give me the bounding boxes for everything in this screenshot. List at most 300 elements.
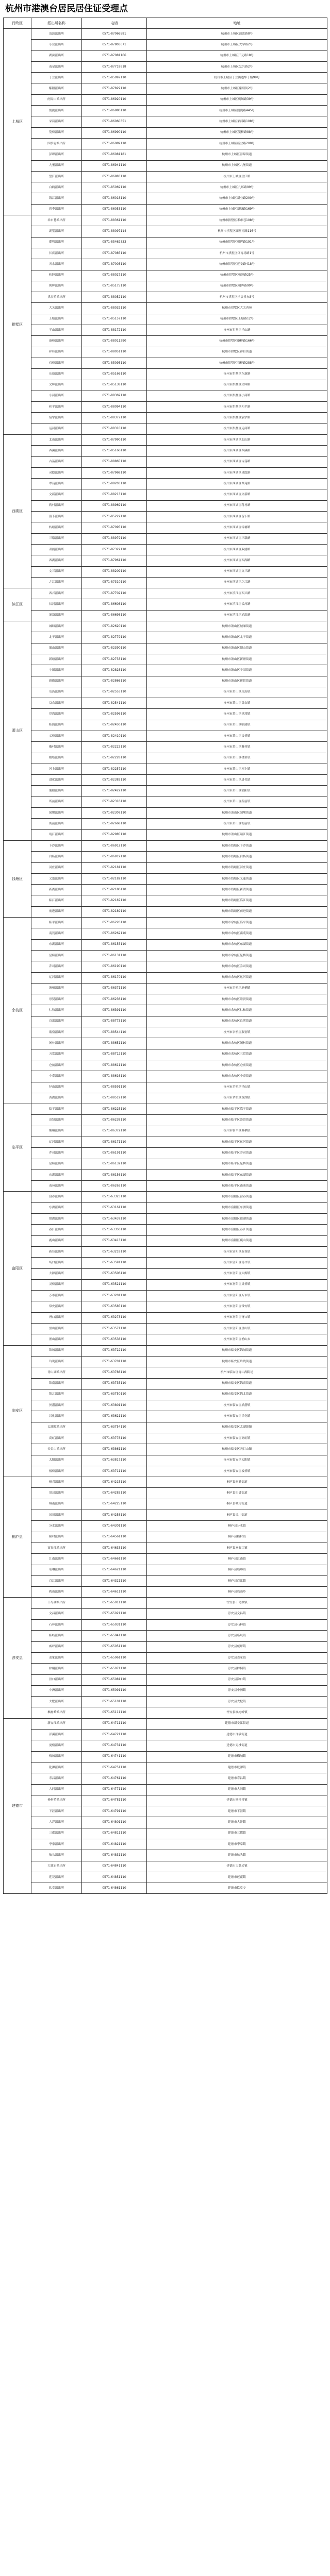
station-cell: 义蓬派出所: [31, 873, 82, 884]
table-row: [4, 1422, 327, 1433]
phone-cell: 0571-88094110: [82, 402, 147, 413]
station-cell: 下沙派出所: [31, 840, 82, 851]
table-row: [4, 1598, 327, 1608]
table-row: [4, 1258, 327, 1268]
district-cell: 余杭区: [4, 918, 31, 1104]
station-cell: 白鹤派出所: [31, 182, 82, 193]
address-cell: 杭州市钱塘区义蓬街道: [147, 873, 327, 884]
address-cell: 杭州市余杭区塘栖镇: [147, 983, 327, 994]
address-cell: 杭州市富阳区大源镇: [147, 1268, 327, 1279]
phone-cell: 0571-88052110: [82, 292, 147, 303]
phone-cell: 0571-63323110: [82, 1192, 147, 1202]
phone-cell: 0571-86980110: [82, 106, 147, 116]
phone-cell: 0571-65061110: [82, 1652, 147, 1663]
phone-cell: 0571-82422110: [82, 786, 147, 796]
station-cell: 灵隐派出所: [31, 467, 82, 478]
phone-cell: 0571-82257110: [82, 764, 147, 774]
station-cell: 长庆派出所: [31, 248, 82, 259]
phone-cell: 0571-86018110: [82, 193, 147, 204]
phone-cell: 0571-65101110: [82, 1697, 147, 1707]
station-cell: 莲花派出所: [31, 1872, 82, 1883]
station-cell: 星桥派出所: [31, 1159, 82, 1170]
phone-cell: 0571-64561110: [82, 1532, 147, 1543]
station-cell: 石林派出所: [31, 1620, 82, 1631]
table-row: [4, 1170, 327, 1180]
phone-cell: 0571-64791110: [82, 1806, 147, 1817]
address-cell: 杭州市余杭区临平街道: [147, 918, 327, 928]
phone-cell: 0571-65111110: [82, 1707, 147, 1718]
phone-cell: 0571-64851110: [82, 1872, 147, 1883]
address-cell: 杭州市临平区乔司街道: [147, 1148, 327, 1159]
address-cell: 桐庐县富春江镇: [147, 1543, 327, 1553]
station-cell: 西兴派出所: [31, 588, 82, 599]
phone-cell: 0571-64821110: [82, 1839, 147, 1850]
address-cell: 杭州市富阳区新登镇: [147, 1246, 327, 1257]
station-cell: 径山派出所: [31, 1082, 82, 1093]
table-row: [4, 885, 327, 895]
phone-cell: 0571-87718818: [82, 61, 147, 72]
table-row: [4, 1839, 327, 1850]
phone-cell: 0571-82620110: [82, 621, 147, 632]
address-cell: 杭州市拱墅区文晖路: [147, 380, 327, 391]
phone-cell: 0571-86081181: [82, 149, 147, 160]
station-cell: 新登派出所: [31, 1246, 82, 1257]
phone-cell: 0571-88209110: [82, 566, 147, 577]
address-cell: 杭州市余杭区瓶窑镇: [147, 1027, 327, 1038]
station-cell: 石桥派出所: [31, 358, 82, 368]
phone-cell: 0571-86372110: [82, 1126, 147, 1137]
address-cell: 杭州市萧山区城厢街道: [147, 621, 327, 632]
district-cell: 建德市: [4, 1718, 31, 1894]
address-cell: 杭州市富阳区万市镇: [147, 1291, 327, 1301]
address-cell: 杭州市西湖区之江路: [147, 577, 327, 588]
phone-cell: 0571-87961110: [82, 555, 147, 566]
station-cell: 莪山派出所: [31, 1587, 82, 1598]
table-row: [4, 1620, 327, 1631]
address-cell: 杭州市西湖区古荡路: [147, 456, 327, 467]
station-cell: 三都派出所: [31, 1828, 82, 1839]
table-row: [4, 116, 327, 127]
station-cell: 中洲派出所: [31, 1685, 82, 1696]
address-cell: 杭州市上城区笕桥路88号: [147, 127, 327, 138]
address-cell: 杭州市临安区於潜镇: [147, 1400, 327, 1411]
table-row: [4, 369, 327, 380]
phone-cell: 0571-65081110: [82, 1674, 147, 1685]
phone-cell: 0571-87085110: [82, 248, 147, 259]
phone-cell: 0571-64831110: [82, 1850, 147, 1861]
table-row: [4, 391, 327, 401]
address-cell: 杭州市萧山区义桥镇: [147, 731, 327, 742]
header-district: 行政区: [4, 18, 31, 29]
address-cell: 杭州市临安区青山湖街道: [147, 1367, 327, 1378]
table-row: [4, 61, 327, 72]
station-cell: 上塘派出所: [31, 314, 82, 325]
phone-cell: 0571-86060351: [82, 116, 147, 127]
station-cell: 湖滨派出所: [31, 50, 82, 61]
address-cell: 杭州市临平区南苑街道: [147, 1181, 327, 1192]
table-row: [4, 1301, 327, 1312]
table-row: [4, 127, 327, 138]
address-cell: 建德市大洋镇: [147, 1817, 327, 1828]
address-cell: 杭州市上城区彭埠街道: [147, 149, 327, 160]
table-row: [4, 720, 327, 731]
table-row: [4, 906, 327, 917]
phone-cell: 0571-65011110: [82, 1598, 147, 1608]
table-body: [4, 18, 327, 1894]
station-cell: 潮鸣派出所: [31, 237, 82, 248]
table-row: [4, 1411, 327, 1422]
address-cell: 杭州市余杭区仁和街道: [147, 1005, 327, 1016]
table-row: [4, 1235, 327, 1246]
address-cell: 杭州市富阳区银湖街道: [147, 1214, 327, 1225]
station-cell: 文三派出所: [31, 566, 82, 577]
table-row: [4, 731, 327, 742]
station-cell: 闻堰派出所: [31, 808, 82, 819]
address-cell: 杭州市钱塘区临江街道: [147, 895, 327, 906]
address-cell: 杭州市拱墅区体育场路1号: [147, 248, 327, 259]
phone-cell: 0571-88051110: [82, 347, 147, 358]
station-cell: 长河派出所: [31, 599, 82, 610]
phone-cell: 0571-63861110: [82, 1444, 147, 1455]
station-cell: 蒋村派出所: [31, 500, 82, 511]
address-cell: 杭州市上城区新业路200号: [147, 193, 327, 204]
address-cell: 杭州市余杭区黄湖镇: [147, 1093, 327, 1104]
station-cell: 下涯派出所: [31, 1806, 82, 1817]
table-row: [4, 742, 327, 753]
address-cell: 建德市大同镇: [147, 1784, 327, 1795]
address-cell: 杭州市上城区丁兰街道华丁路99号: [147, 73, 327, 83]
table-row: [4, 1214, 327, 1225]
station-cell: 李家派出所: [31, 1839, 82, 1850]
address-cell: 杭州市临安区锦北街道: [147, 1389, 327, 1400]
table-row: [4, 950, 327, 961]
table-row: [4, 764, 327, 774]
address-cell: 杭州市富阳区鹿山街道: [147, 1235, 327, 1246]
table-row: [4, 1664, 327, 1674]
phone-cell: 0571-64633110: [82, 1543, 147, 1553]
table-row: [4, 1082, 327, 1093]
address-cell: 杭州市萧山区宁围街道: [147, 665, 327, 676]
address-cell: 杭州市余杭区五常街道: [147, 1049, 327, 1060]
station-cell: 汾口派出所: [31, 1674, 82, 1685]
phone-cell: 0571-82186110: [82, 885, 147, 895]
station-cell: 新湾派出所: [31, 885, 82, 895]
phone-cell: 0571-86170110: [82, 972, 147, 983]
phone-cell: 0571-82450110: [82, 720, 147, 731]
station-cell: 蜀山派出所: [31, 643, 82, 654]
station-cell: 航头派出所: [31, 1850, 82, 1861]
table-row: [4, 1192, 327, 1202]
address-cell: 杭州市拱墅区和平路: [147, 402, 327, 413]
phone-cell: 0571-63506110: [82, 1268, 147, 1279]
phone-cell: 0571-87829110: [82, 83, 147, 94]
station-cell: 临岐派出所: [31, 1631, 82, 1641]
address-cell: 杭州市萧山区新塘街道: [147, 654, 327, 665]
table-row: [4, 413, 327, 423]
header-phone: 电话: [82, 18, 147, 29]
table-row: [4, 456, 327, 467]
station-cell: 湖墅派出所: [31, 226, 82, 237]
station-cell: 於潜派出所: [31, 1400, 82, 1411]
station-cell: 临平派出所: [31, 918, 82, 928]
address-cell: 杭州市余杭区运河街道: [147, 972, 327, 983]
address-cell: 杭州市西湖区转塘路: [147, 522, 327, 533]
address-cell: 杭州市富阳区常安镇: [147, 1301, 327, 1312]
address-cell: 杭州市上城区新塘路169号: [147, 204, 327, 215]
station-cell: 古荡派出所: [31, 456, 82, 467]
address-cell: 杭州市萧山区靖江街道: [147, 829, 327, 840]
table-row: [4, 972, 327, 983]
address-cell: 桐庐县凤川街道: [147, 1510, 327, 1521]
address-cell: 杭州市临平区运河街道: [147, 1137, 327, 1147]
phone-cell: 0571-87803671: [82, 40, 147, 50]
phone-cell: 0571-82181110: [82, 862, 147, 873]
table-row: [4, 599, 327, 610]
station-cell: 和睦派出所: [31, 270, 82, 281]
station-cell: 天水派出所: [31, 259, 82, 270]
phone-cell: 0571-85095110: [82, 358, 147, 368]
station-cell: 大源派出所: [31, 1268, 82, 1279]
table-row: [4, 577, 327, 588]
phone-cell: 0571-86371110: [82, 983, 147, 994]
phone-cell: 0571-86220110: [82, 918, 147, 928]
station-cell: 仓前派出所: [31, 1060, 82, 1071]
address-cell: 杭州市钱塘区河庄街道: [147, 862, 327, 873]
table-row: [4, 1674, 327, 1685]
phone-cell: 0571-64661110: [82, 1554, 147, 1565]
station-cell: 米市巷派出所: [31, 215, 82, 226]
station-cell: 黄湖派出所: [31, 1093, 82, 1104]
phone-cell: 0571-63778110: [82, 1433, 147, 1444]
phone-cell: 0571-88773110: [82, 1016, 147, 1027]
phone-cell: 0571-86608110: [82, 599, 147, 610]
table-row: [4, 1631, 327, 1641]
phone-cell: 0571-88616110: [82, 1071, 147, 1082]
station-cell: 分水派出所: [31, 1521, 82, 1532]
phone-cell: 0571-63591110: [82, 1258, 147, 1268]
address-cell: 建德市更楼街道: [147, 1740, 327, 1751]
table-row: [4, 1883, 327, 1894]
table-row: [4, 1828, 327, 1839]
phone-cell: 0571-85462333: [82, 237, 147, 248]
station-cell: 转塘派出所: [31, 522, 82, 533]
phone-cell: 0571-63801110: [82, 1400, 147, 1411]
table-row: [4, 796, 327, 807]
phone-cell: 0571-82733110: [82, 654, 147, 665]
station-cell: 运河派出所: [31, 423, 82, 434]
address-cell: 淳安县中洲镇: [147, 1685, 327, 1696]
address-cell: 桐庐县百江镇: [147, 1575, 327, 1586]
address-cell: 杭州市临平区临平街道: [147, 1104, 327, 1115]
phone-cell: 0571-63788110: [82, 1367, 147, 1378]
address-cell: 建德市莲花镇: [147, 1872, 327, 1883]
table-row: [4, 182, 327, 193]
station-cell: 洋溪派出所: [31, 1730, 82, 1740]
phone-cell: 0571-88865110: [82, 456, 147, 467]
station-cell: 锦北派出所: [31, 1389, 82, 1400]
district-cell: 萧山区: [4, 621, 31, 841]
table-row: [4, 1038, 327, 1049]
station-cell: 灵桥派出所: [31, 1279, 82, 1290]
table-row: [4, 1279, 327, 1290]
table-row: [4, 1126, 327, 1137]
table-row: [4, 1751, 327, 1762]
address-cell: 杭州市西湖区西湖路: [147, 555, 327, 566]
address-cell: 杭州市钱塘区新湾街道: [147, 885, 327, 895]
address-cell: 杭州市西湖区文三路: [147, 566, 327, 577]
address-cell: 建德市李家镇: [147, 1839, 327, 1850]
address-cell: 淳安县石林镇: [147, 1620, 327, 1631]
table-row: [4, 819, 327, 829]
station-cell: 富春江派出所: [31, 1543, 82, 1553]
phone-cell: 0571-82668110: [82, 819, 147, 829]
table-row: [4, 1444, 327, 1455]
phone-cell: 0571-86191110: [82, 1148, 147, 1159]
phone-cell: 0571-88712110: [82, 1049, 147, 1060]
address-cell: 杭州市钱塘区白杨街道: [147, 852, 327, 862]
table-row: [4, 1872, 327, 1883]
phone-cell: 0571-88519110: [82, 1093, 147, 1104]
address-cell: 杭州市临平区星桥街道: [147, 1159, 327, 1170]
table-row: [4, 698, 327, 709]
address-cell: 杭州市临平区东湖街道: [147, 1170, 327, 1180]
phone-cell: 0571-64258110: [82, 1510, 147, 1521]
table-row: [4, 1181, 327, 1192]
address-cell: 杭州市萧山区瓜沥镇: [147, 687, 327, 698]
phone-cell: 0571-63722110: [82, 1345, 147, 1356]
address-cell: 杭州市西湖区三墩路: [147, 533, 327, 544]
phone-cell: 0571-86132110: [82, 1159, 147, 1170]
phone-cell: 0571-86941110: [82, 160, 147, 171]
table-row: [4, 423, 327, 434]
address-cell: 建德市航头镇: [147, 1850, 327, 1861]
station-cell: 北山派出所: [31, 434, 82, 445]
phone-cell: 0571-63437110: [82, 1214, 147, 1225]
phone-cell: 0571-87066581: [82, 29, 147, 40]
station-cell: 银湖派出所: [31, 1214, 82, 1225]
phone-cell: 0571-65051110: [82, 1641, 147, 1652]
address-cell: 杭州市余杭区乔司街道: [147, 961, 327, 972]
address-cell: 建德市寿昌镇: [147, 1773, 327, 1784]
station-cell: 康桥派出所: [31, 336, 82, 347]
address-cell: 杭州市富阳区胥口镇: [147, 1312, 327, 1323]
phone-cell: 0571-63218110: [82, 1246, 147, 1257]
address-cell: 杭州市西湖区北山路: [147, 434, 327, 445]
table-row: [4, 1554, 327, 1565]
phone-cell: 0571-87322110: [82, 544, 147, 555]
phone-cell: 0571-63350110: [82, 1225, 147, 1235]
station-cell: 大同派出所: [31, 1784, 82, 1795]
station-cell: 五常派出所: [31, 1049, 82, 1060]
table-row: [4, 840, 327, 851]
table-row: [4, 149, 327, 160]
station-cell: 梅城派出所: [31, 1751, 82, 1762]
phone-cell: 0571-64731110: [82, 1740, 147, 1751]
station-cell: 乔司派出所: [31, 1148, 82, 1159]
table-row: [4, 961, 327, 972]
phone-cell: 0571-82222110: [82, 742, 147, 753]
table-row: [4, 775, 327, 786]
table-row: [4, 259, 327, 270]
table-row: [4, 544, 327, 555]
address-cell: 杭州市富阳区里山镇: [147, 1324, 327, 1334]
address-cell: 杭州市萧山区楼塔镇: [147, 753, 327, 764]
phone-cell: 0571-82316110: [82, 796, 147, 807]
address-cell: 杭州市拱墅区朝晖路191号: [147, 237, 327, 248]
table-row: [4, 1697, 327, 1707]
address-cell: 杭州市拱墅区上塘路12号: [147, 314, 327, 325]
phone-cell: 0571-86131110: [82, 950, 147, 961]
station-cell: 崇贤派出所: [31, 1115, 82, 1126]
table-row: [4, 939, 327, 950]
phone-cell: 0571-64301110: [82, 1521, 147, 1532]
address-cell: 杭州市富阳区富春街道: [147, 1192, 327, 1202]
table-row: [4, 489, 327, 500]
address-cell: 杭州市上城区机场路39号: [147, 94, 327, 105]
table-row: [4, 983, 327, 994]
phone-cell: 0571-86225110: [82, 1104, 147, 1115]
phone-cell: 0571-88969110: [82, 500, 147, 511]
phone-cell: 0571-88361110: [82, 215, 147, 226]
table-row: [4, 226, 327, 237]
address-cell: 淳安县临岐镇: [147, 1631, 327, 1641]
address-cell: 杭州市萧山区闻堰街道: [147, 808, 327, 819]
phone-cell: 0571-88369110: [82, 391, 147, 401]
phone-cell: 0571-82390110: [82, 643, 147, 654]
address-cell: 杭州市西湖区翠苑路: [147, 479, 327, 489]
phone-cell: 0571-85166110: [82, 369, 147, 380]
phone-cell: 0571-88591110: [82, 1082, 147, 1093]
address-cell: 杭州市滨江区长河路: [147, 599, 327, 610]
station-cell: 乔司派出所: [31, 961, 82, 972]
table-row: [4, 1367, 327, 1378]
phone-cell: 0571-88172110: [82, 325, 147, 336]
phone-cell: 0571-63754110: [82, 1422, 147, 1433]
address-cell: 桐庐县分水镇: [147, 1521, 327, 1532]
phone-cell: 0571-86912110: [82, 840, 147, 851]
table-row: [4, 1652, 327, 1663]
station-cell: 临江派出所: [31, 895, 82, 906]
address-cell: 杭州市萧山区党湾镇: [147, 709, 327, 720]
station-cell: 东洲派出所: [31, 1202, 82, 1213]
station-cell: 东新派出所: [31, 369, 82, 380]
address-cell: 建德市钦堂乡: [147, 1883, 327, 1894]
phone-cell: 0571-87702110: [82, 588, 147, 599]
phone-cell: 0571-82228110: [82, 753, 147, 764]
address-cell: 建德市乾潭镇: [147, 1762, 327, 1773]
district-cell: 桐庐县: [4, 1477, 31, 1598]
table-row: [4, 829, 327, 840]
phone-cell: 0571-64621110: [82, 1565, 147, 1575]
phone-cell: 0571-64861110: [82, 1883, 147, 1894]
table-row: [4, 1005, 327, 1016]
table-row: [4, 1115, 327, 1126]
phone-cell: 0571-87968110: [82, 467, 147, 478]
address-cell: 杭州市临安区昌化镇: [147, 1411, 327, 1422]
table-row: [4, 665, 327, 676]
phone-cell: 0571-85175110: [82, 281, 147, 292]
address-cell: 杭州市萧山区蜀山街道: [147, 643, 327, 654]
table-row: [4, 1433, 327, 1444]
address-cell: 杭州市拱墅区半山路: [147, 325, 327, 336]
phone-cell: 0571-82779110: [82, 632, 147, 643]
table-row: [4, 1378, 327, 1389]
station-cell: 半山派出所: [31, 325, 82, 336]
address-cell: 淳安县梓桐镇: [147, 1664, 327, 1674]
station-cell: 笕桥派出所: [31, 127, 82, 138]
station-cell: 中泰派出所: [31, 1071, 82, 1082]
table-row: [4, 1027, 327, 1038]
